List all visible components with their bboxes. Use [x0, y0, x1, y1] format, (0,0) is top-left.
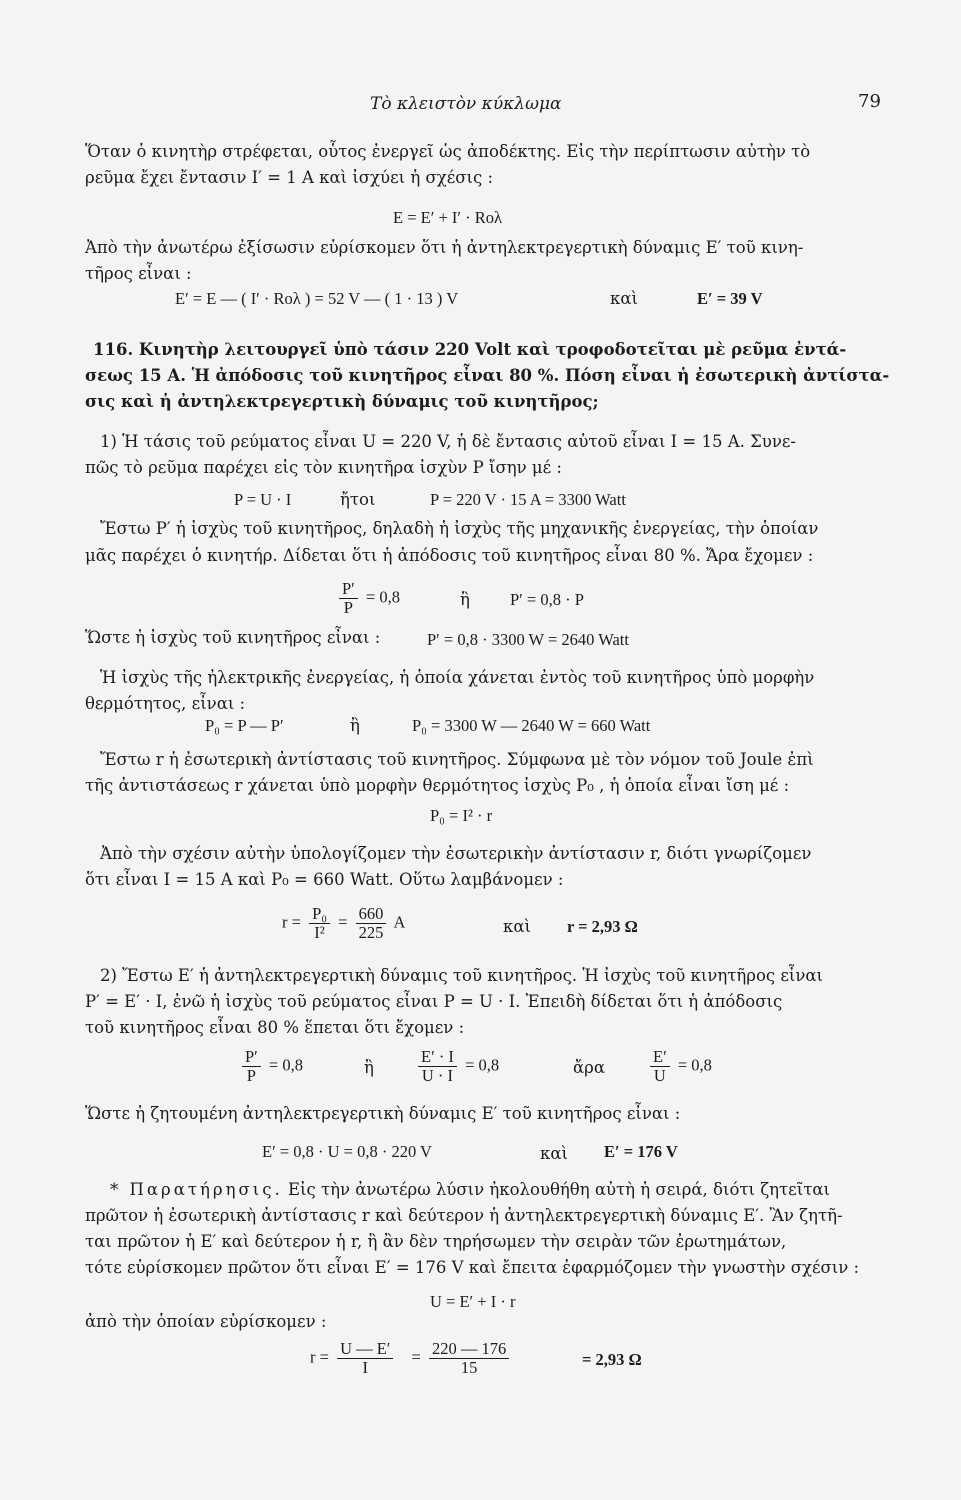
- paragraph-line: τοῦ κινητῆρος εἶναι 80 % ἕπεται ὅτι ἔχομεν :: [85, 1018, 465, 1037]
- fraction: [242, 1048, 261, 1085]
- fraction: [337, 1340, 393, 1377]
- equation: P = 220 V · 15 A = 3300 Watt: [430, 490, 626, 509]
- equation: E′ = 0,8 · U = 0,8 · 220 V: [262, 1142, 432, 1161]
- denominator: P: [242, 1066, 261, 1085]
- paragraph-line: ρεῦμα ἔχει ἔντασιν I′ = 1 A καὶ ἰσχύει ἡ σχέσις :: [85, 168, 494, 187]
- equation-connector: ἢ: [460, 590, 470, 609]
- equation-result: E′ = 39 V: [697, 289, 763, 308]
- paragraph-line: ὅτι εἶναι I = 15 A καὶ P₀ = 660 Watt. Οὕτω λαμβάνομεν :: [85, 870, 564, 889]
- equation: E′ = E — ( I′ · Rολ ) = 52 V — ( 1 · 13 ) V: [175, 289, 459, 308]
- paragraph-line: μᾶς παρέχει ὁ κινητήρ. Δίδεται ὅτι ἡ ἀπόδοσις τοῦ κινητῆρος εἶναι 80 %. Ἄρα ἔχομεν :: [85, 546, 814, 565]
- numerator: E′: [653, 1047, 667, 1066]
- note-paragraph-line: πρῶτον ἡ ἐσωτερικὴ ἀντίστασις r καὶ δεύτερον ἡ ἀντηλεκτρεγερτικὴ δύναμις E′. Ἂν ζητῆ-: [85, 1206, 843, 1225]
- numerator: E′ · I: [421, 1047, 454, 1066]
- equation: U = E′ + I · r: [430, 1292, 516, 1311]
- problem-statement-line: σεως 15 A. Ἡ ἀπόδοσις τοῦ κινητῆρος εἶναι 80 %. Πόση εἶναι ἡ ἐσωτερικὴ ἀντίστα-: [85, 366, 890, 385]
- denominator: U · I: [418, 1066, 457, 1085]
- equation-value: = 0,8: [365, 587, 400, 607]
- fraction-equation: [646, 1048, 712, 1085]
- note-text: Εἰς τὴν ἀνωτέρω λύσιν ἠκολουθήθη αὐτὴ ἡ σειρά, διότι ζητεῖται: [287, 1180, 830, 1199]
- fraction: [418, 1048, 457, 1085]
- equation-connector: ἄρα: [573, 1058, 605, 1077]
- paragraph-line: Ἡ ἰσχὺς τῆς ἠλεκτρικῆς ἐνεργείας, ἡ ὁποία χάνεται ἐντὸς τοῦ κινητῆρος ὑπὸ μορφὴν: [100, 668, 815, 687]
- equation: P₀ = P — P′: [205, 716, 284, 735]
- paragraph-line: πῶς τὸ ρεῦμα παρέχει εἰς τὸν κινητῆρα ἰσχὺν P ἴσην μέ :: [85, 458, 562, 477]
- equation-connector: καὶ: [503, 917, 531, 936]
- fraction: [339, 580, 358, 617]
- numerator: U — E′: [340, 1339, 391, 1358]
- equation-value: = 0,8: [677, 1055, 712, 1075]
- fraction: [650, 1048, 670, 1085]
- unit: A: [393, 912, 406, 932]
- paragraph-line: Ἀπὸ τὴν σχέσιν αὐτὴν ὑπολογίζομεν τὴν ἐσωτερικὴν ἀντίστασιν r, διότι γνωρίζομεν: [100, 844, 812, 863]
- equation: P′ = 0,8 · P: [510, 590, 584, 609]
- note-paragraph-line: ται πρῶτον ἡ E′ καὶ δεύτερον ἡ r, ἢ ἂν δὲν τηρήσωμεν τὴν σειρὰν τῶν ἐρωτημάτων,: [85, 1232, 787, 1251]
- paragraph-line: Ἔστω P′ ἡ ἰσχὺς τοῦ κινητῆρος, δηλαδὴ ἡ ἰσχὺς τῆς μηχανικῆς ἐνεργείας, τὴν ὁποίαν: [100, 519, 819, 538]
- denominator: 15: [429, 1358, 509, 1377]
- numerator: 660: [358, 904, 384, 923]
- equation: E = E′ + I′ · Rολ: [393, 208, 502, 227]
- denominator: P: [339, 598, 358, 617]
- resistance-equation: [310, 1340, 513, 1377]
- note-paragraph-line: ἀπὸ τὴν ὁποίαν εὑρίσκομεν :: [85, 1312, 327, 1331]
- denominator: U: [650, 1066, 670, 1085]
- paragraph-line: P′ = E′ · I, ἐνῶ ἡ ἰσχὺς τοῦ ρεύματος εἶναι P = U · I. Ἐπειδὴ δίδεται ὅτι ἡ ἀπόδοσις: [85, 992, 783, 1011]
- equals-sign: =: [338, 912, 348, 932]
- denominator: I²: [309, 923, 330, 942]
- equation-lhs: r =: [282, 912, 301, 932]
- paragraph-line: θερμότητος, εἶναι :: [85, 694, 246, 713]
- paragraph-line: τῆς ἀντιστάσεως r χάνεται ὑπὸ μορφὴν θερμότητος ἰσχὺς P₀ , ἡ ὁποία εἶναι ἴση μέ :: [85, 776, 790, 795]
- problem-statement-line: 116. Κινητὴρ λειτουργεῖ ὑπὸ τάσιν 220 Volt καὶ τροφοδοτεῖται μὲ ρεῦμα ἐντά-: [93, 340, 847, 359]
- paragraph-line: Ἔστω r ἡ ἐσωτερικὴ ἀντίστασις τοῦ κινητῆρος. Σύμφωνα μὲ τὸν νόμον τοῦ Joule ἐπὶ: [100, 750, 814, 769]
- fraction: [356, 905, 387, 942]
- equation: P₀ = I² · r: [430, 806, 493, 825]
- paragraph-line: 1) Ἡ τάσις τοῦ ρεύματος εἶναι U = 220 V, ἡ δὲ ἔντασις αὐτοῦ εἶναι I = 15 A. Συνε-: [100, 432, 796, 451]
- equation-value: = 0,8: [268, 1055, 303, 1075]
- equals-sign: =: [411, 1347, 421, 1367]
- paragraph-line: Ὅταν ὁ κινητὴρ στρέφεται, οὗτος ἐνεργεῖ ὡς ἀποδέκτης. Εἰς τὴν περίπτωσιν αὐτὴν τὸ: [85, 142, 811, 161]
- running-header-title: Τὸ κλειστὸν κύκλωμα: [370, 94, 562, 114]
- paragraph-line: Ὥστε ἡ ζητουμένη ἀντηλεκτρεγερτικὴ δύναμις E′ τοῦ κινητῆρος εἶναι :: [85, 1104, 681, 1123]
- note-paragraph-line: τότε εὑρίσκομεν πρῶτον ὅτι εἶναι E′ = 176 V καὶ ἔπειτα ἐφαρμόζομεν τὴν γνωστὴν σχέσιν :: [85, 1258, 860, 1277]
- equation-value: = 0,8: [465, 1055, 500, 1075]
- fraction: [429, 1340, 509, 1377]
- resistance-equation: [282, 905, 405, 942]
- paragraph-line: Ἀπὸ τὴν ἀνωτέρω ἐξίσωσιν εὑρίσκομεν ὅτι ἡ ἀντηλεκτρεγερτικὴ δύναμις E′ τοῦ κινη-: [85, 238, 804, 257]
- equation: P₀ = 3300 W — 2640 W = 660 Watt: [412, 716, 651, 735]
- denominator: 225: [356, 923, 387, 942]
- fraction-equation: [414, 1048, 499, 1085]
- equation-connector: ἤτοι: [340, 490, 376, 509]
- equation-connector: ἢ: [364, 1058, 374, 1077]
- page-number: 79: [858, 91, 881, 112]
- equation-result: r = 2,93 Ω: [567, 917, 638, 936]
- fraction-equation: [238, 1048, 303, 1085]
- numerator: P′: [342, 579, 355, 598]
- fraction-equation: [335, 580, 400, 617]
- equation-lhs: r =: [310, 1347, 329, 1367]
- numerator: P₀: [312, 904, 327, 923]
- numerator: 220 — 176: [431, 1339, 507, 1358]
- paragraph-line: τῆρος εἶναι :: [85, 264, 192, 283]
- denominator: I: [337, 1358, 393, 1377]
- equation: P = U · I: [234, 490, 292, 509]
- equation-result: E′ = 176 V: [604, 1142, 678, 1161]
- equation-result: = 2,93 Ω: [582, 1350, 642, 1369]
- equation-connector: καὶ: [610, 289, 638, 308]
- note-paragraph-line: [110, 1180, 830, 1200]
- paragraph-line: Ὥστε ἡ ἰσχὺς τοῦ κινητῆρος εἶναι :: [85, 628, 381, 647]
- fraction: [309, 905, 330, 942]
- equation-connector: ἢ: [350, 716, 360, 735]
- note-label: * Παρατήρησις.: [110, 1180, 283, 1199]
- equation: P′ = 0,8 · 3300 W = 2640 Watt: [427, 630, 629, 649]
- problem-statement-line: σις καὶ ἡ ἀντηλεκτρεγερτικὴ δύναμις τοῦ κινητῆρος;: [85, 392, 599, 411]
- paragraph-line: 2) Ἔστω E′ ἡ ἀντηλεκτρεγερτικὴ δύναμις τοῦ κινητῆρος. Ἡ ἰσχὺς τοῦ κινητῆρος εἶναι: [100, 966, 824, 985]
- numerator: P′: [245, 1047, 258, 1066]
- equation-connector: καὶ: [540, 1144, 568, 1163]
